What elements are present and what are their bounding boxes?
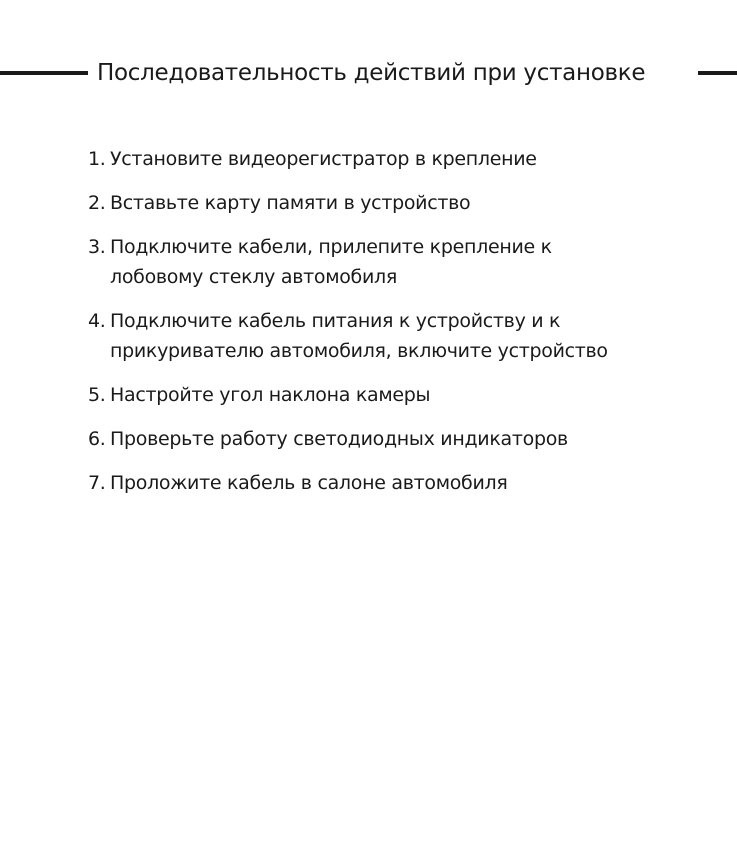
step-number: 7. bbox=[88, 472, 106, 494]
step-text: Подключите кабель питания к устройству и к прикуривателю автомобиля, включите устройство bbox=[110, 310, 608, 362]
step-text: Проверьте работу светодиодных индикаторов bbox=[110, 428, 568, 450]
step-number: 1. bbox=[88, 148, 106, 170]
step-item-6 bbox=[88, 424, 608, 454]
section-header bbox=[0, 56, 737, 92]
installation-steps-list bbox=[88, 144, 608, 512]
step-item-5 bbox=[88, 380, 608, 410]
page-title: Последовательность действий при установке bbox=[97, 60, 646, 86]
step-item-1 bbox=[88, 144, 608, 174]
step-number: 6. bbox=[88, 428, 106, 450]
step-item-3 bbox=[88, 232, 608, 292]
header-rule-right bbox=[698, 71, 737, 75]
step-text: Подключите кабели, прилепите крепление к лобовому стеклу автомобиля bbox=[110, 236, 552, 288]
header-rule-left bbox=[0, 71, 88, 75]
step-number: 3. bbox=[88, 236, 106, 258]
step-number: 4. bbox=[88, 310, 106, 332]
step-text: Проложите кабель в салоне автомобиля bbox=[110, 472, 508, 494]
step-item-2 bbox=[88, 188, 608, 218]
step-text: Вставьте карту памяти в устройство bbox=[110, 192, 471, 214]
step-item-7 bbox=[88, 468, 608, 498]
step-item-4 bbox=[88, 306, 608, 366]
step-text: Установите видеорегистратор в крепление bbox=[110, 148, 537, 170]
step-number: 5. bbox=[88, 384, 106, 406]
step-number: 2. bbox=[88, 192, 106, 214]
step-text: Настройте угол наклона камеры bbox=[110, 384, 431, 406]
